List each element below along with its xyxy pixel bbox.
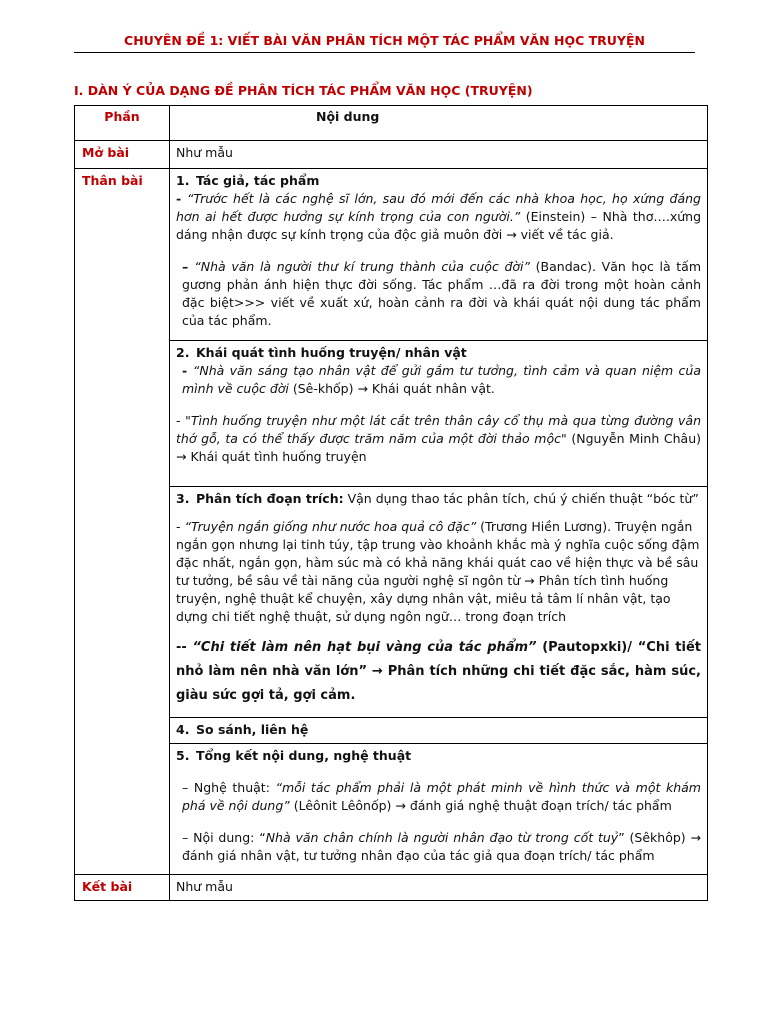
section-1: [170, 169, 708, 341]
header-content: Nội dung: [170, 106, 708, 141]
section-5-para-2: – Nội dung: “Nhà văn chân chính là người nhân đạo từ trong cốt tuỷ” (Sêkhôp) → đánh giá nhân vật, tư tưởng nhân đạo của tác giả qua đoạn trích/ tác phẩm: [182, 830, 701, 863]
section-heading: I. DÀN Ý CỦA DẠNG ĐỀ PHÂN TÍCH TÁC PHẨM VĂN HỌC (TRUYỆN): [74, 83, 533, 98]
label-than-bai: Thân bài: [75, 169, 170, 875]
section-3-title: 3. Phân tích đoạn trích: Vận dụng thao tác phân tích, chú ý chiến thuật “bóc từ”: [176, 491, 699, 506]
section-5: [170, 744, 708, 875]
section-2-title: 2. Khái quát tình huống truyện/ nhân vật: [176, 345, 467, 360]
section-5-title: 5. Tổng kết nội dung, nghệ thuật: [176, 748, 412, 763]
page-title: CHUYÊN ĐỀ 1: VIẾT BÀI VĂN PHÂN TÍCH MỘT TÁC PHẨM VĂN HỌC TRUYỆN: [124, 33, 645, 48]
row-ket-bai: [75, 875, 708, 901]
row-than-bai-3: [75, 487, 708, 718]
row-than-bai-4: [75, 718, 708, 744]
row-than-bai-2: [75, 341, 708, 487]
label-ket-bai: Kết bài: [75, 875, 170, 901]
section-2: [170, 341, 708, 487]
outline-table: [74, 105, 708, 901]
row-mo-bai: [75, 141, 708, 169]
label-mo-bai: Mở bài: [75, 141, 170, 169]
title-divider: [74, 52, 695, 53]
header-part: Phần: [75, 106, 170, 141]
section-1-para-2: – “Nhà văn là người thư kí trung thành của cuộc đời” (Bandac). Văn học là tấm gương phản ánh hiện thực đời sống. Tác phẩm …đã ra đời trong một hoàn cảnh đặc biệt>>> viết về xuất xứ, hoàn cảnh ra đời và khái quát nội dung tác phẩm của tác phẩm.: [182, 259, 702, 328]
section-4: [170, 718, 708, 744]
content-ket-bai: Như mẫu: [170, 875, 708, 901]
section-3-para-1: - “Truyện ngắn giống như nước hoa quả cô đặc” (Trương Hiền Lương). Truyện ngắn ngắn gọn nhưng lại tinh túy, tập trung vào khoảnh khắc mà ý nghĩa cuộc sống đậm đặc nhất, ngắn gọn, hàm súc mà có khả năng khái quát cao về hiện thực và bề sâu tư tưởng, bề sâu về tài năng của người nghệ sĩ ngôn từ → Phân tích tình huống truyện, nghệ thuật kể chuyện, xây dựng nhân vật, miêu tả tâm lí nhân vật, tạo dựng chi tiết nghệ thuật, sử dụng ngôn ngữ… trong đoạn trích: [176, 519, 700, 624]
section-4-title: 4. So sánh, liên hệ: [176, 722, 309, 737]
header-row: [75, 106, 708, 141]
row-than-bai-1: [75, 169, 708, 341]
content-mo-bai: Như mẫu: [170, 141, 708, 169]
section-3: [170, 487, 708, 718]
section-2-para-2: - "Tình huống truyện như một lát cắt trên thân cây cổ thụ mà qua từng đường vân thớ gỗ, ta có thể thấy được trăm năm của một đời thảo mộc" (Nguyễn Minh Châu) → Khái quát tình huống truyện: [176, 413, 701, 464]
row-than-bai-5: [75, 744, 708, 875]
section-1-title: 1. Tác giả, tác phẩm: [176, 173, 320, 188]
section-3-para-2: -- “Chi tiết làm nên hạt bụi vàng của tác phẩm” (Pautopxki)/ “Chi tiết nhỏ làm nên nhà văn lớn” → Phân tích những chi tiết đặc sắc, hàm súc, giàu sức gợi tả, gợi cảm.: [176, 640, 701, 703]
section-5-para-1: – Nghệ thuật: “mỗi tác phẩm phải là một phát minh về hình thức và một khám phá về nội dung” (Lêônit Lêônốp) → đánh giá nghệ thuật đoạn trích/ tác phẩm: [182, 780, 701, 813]
section-2-para-1: - “Nhà văn sáng tạo nhân vật để gửi gắm tư tưởng, tình cảm và quan niệm của mình về cuộc đời (Sê-khốp) → Khái quát nhân vật.: [182, 363, 701, 396]
section-1-para-1: - “Trước hết là các nghệ sĩ lớn, sau đó mới đến các nhà khoa học, họ xứng đáng hơn ai hết được hưởng sự kính trọng của con người.” (Einstein) – Nhà thơ….xứng dáng nhận được sự kính trọng của độc giả muôn đời → viết về tác giả.: [176, 191, 702, 242]
